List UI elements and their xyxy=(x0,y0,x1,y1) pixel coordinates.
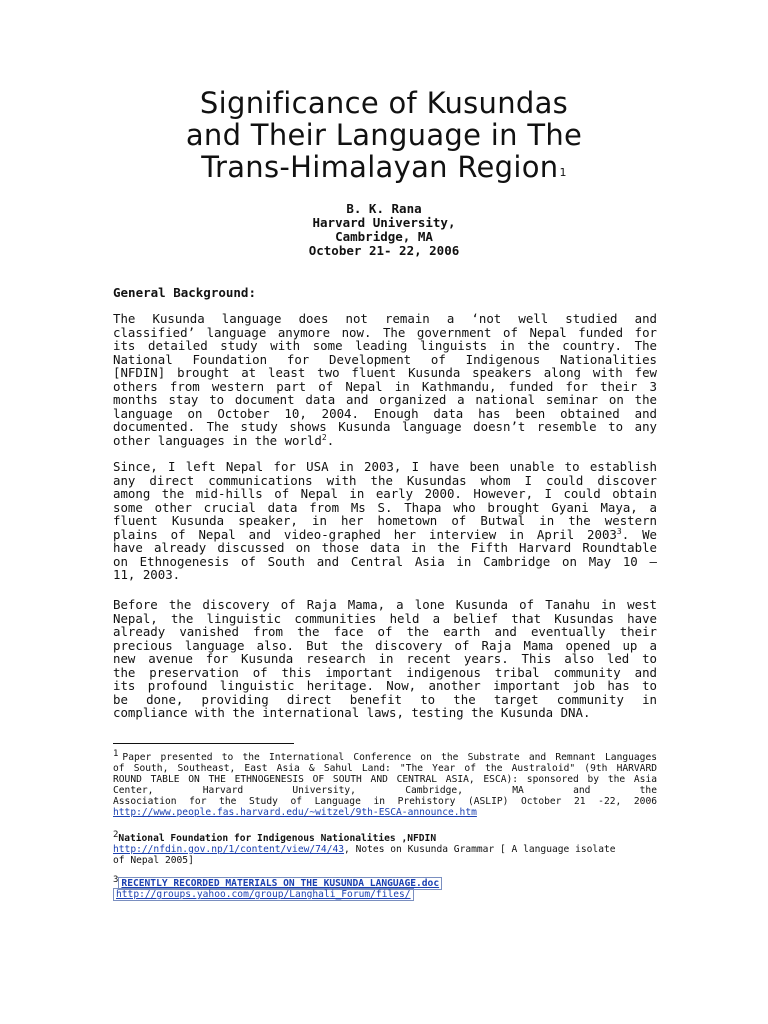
text-line: on Ethnogenesis of South and Central Asia in Cambridge on May 10 – xyxy=(113,553,657,569)
text-line: months stay to document data and organized a national seminar on the xyxy=(113,392,657,407)
section-heading: General Background: xyxy=(113,285,256,300)
footnote-2 xyxy=(113,829,657,866)
footnote-line xyxy=(113,844,657,855)
footnote-line: of South, Southeast, East Asia & Sahul Land: "The Year of the Australoid" (9th HARVARD xyxy=(113,763,657,774)
footnote-link[interactable]: http://groups.yahoo.com/group/Langhali_Forum/files/ xyxy=(113,888,414,901)
author-location: Cambridge, MA xyxy=(335,229,433,244)
footnote-line xyxy=(113,889,657,900)
paragraph-3 xyxy=(113,598,657,720)
footnote-ref[interactable]: 1 xyxy=(559,166,567,179)
text-line: already vanished from the face of the earth and eventually their xyxy=(113,624,657,639)
text-fragment: , Notes on Kusunda Grammar [ A language isolate xyxy=(344,844,616,855)
text-line: its profound linguistic heritage. Now, another important job has to xyxy=(113,678,657,693)
text-line: be done, providing direct benefit to the target community in xyxy=(113,691,657,707)
footnote-line xyxy=(113,829,657,844)
paragraph-2 xyxy=(113,460,657,582)
text-line: others from western part of Nepal in Kathmandu, funded for their 3 xyxy=(113,378,657,394)
title-line: Significance of Kusundas xyxy=(199,86,569,120)
footnote-separator xyxy=(113,743,294,744)
footnote-number: 2 xyxy=(113,829,119,840)
author-affiliation: Harvard University, xyxy=(312,215,456,230)
text-line: documented. The study shows Kusunda language doesn’t resemble to any xyxy=(113,419,657,434)
author-block xyxy=(200,202,568,258)
text-fragment: other languages in the world xyxy=(113,432,322,448)
footnote-1 xyxy=(113,748,657,818)
text-line: precious language also. But the discovery of Raja Mama opened up a xyxy=(113,637,657,653)
text-fragment: plains of Nepal and video-graphed her interview in April 2003 xyxy=(113,526,617,542)
text-line: any direct communications with the Kusundas whom I could discover xyxy=(113,472,657,488)
paragraph-1 xyxy=(113,312,657,447)
footnote-line: of Nepal 2005] xyxy=(113,855,194,866)
footnote-number: 1 xyxy=(113,748,119,759)
footnote-org-name: National Foundation for Indigenous Nationalities ,NFDIN xyxy=(118,833,437,844)
text-line: 11, 2003. xyxy=(113,567,181,582)
text-line: fluent Kusunda speaker, in her hometown of Butwal in the western xyxy=(113,513,657,528)
footnote-line: Association for the Study of Language in Prehistory (ASLIP) October 21 -22, 2006 xyxy=(113,796,657,807)
text-fragment: . xyxy=(326,432,335,448)
text-line: its detailed study with some leading linguists in the country. The xyxy=(113,338,657,353)
text-line: the preservation of this important indigenous tribal community and xyxy=(113,664,657,680)
footnote-link[interactable]: http://nfdin.gov.np/1/content/view/74/43 xyxy=(113,844,345,855)
text-line: Nepal, the linguistic communities held a belief that Kusundas have xyxy=(113,610,657,626)
footnote-line: ROUND TABLE ON THE ETHNOGENESIS OF SOUTH AND CENTRAL ASIA, ESCA): sponsored by the Asia xyxy=(113,774,657,785)
text-line: have already discussed on those data in the Fifth Harvard Roundtable xyxy=(113,540,657,555)
conference-date: October 21- 22, 2006 xyxy=(308,243,460,258)
text-line: Before the discovery of Raja Mama, a lone Kusunda of Tanahu in west xyxy=(113,597,657,612)
footnote-doc-link[interactable]: RECENTLY RECORDED MATERIALS ON THE KUSUNDA LANGUAGE.doc xyxy=(118,877,442,890)
title-line xyxy=(100,151,668,190)
text-line: Since, I left Nepal for USA in 2003, I have been unable to establish xyxy=(113,459,657,474)
text-line: National Foundation for Development of Indigenous Nationalities xyxy=(113,351,657,367)
text-line: [NFDIN] brought at least two fluent Kusunda speakers along with few xyxy=(113,365,657,380)
text-line: classified’ language anymore now. The government of Nepal funded for xyxy=(113,324,657,340)
footnote-line xyxy=(113,748,657,763)
text-line: The Kusunda language does not remain a ‘not well studied and xyxy=(113,311,657,326)
text-fragment: . We xyxy=(621,526,657,542)
text-line: among the mid-hills of Nepal in early 2000. However, I could obtain xyxy=(113,486,657,501)
text-line: new avenue for Kusunda research in recent years. This also led to xyxy=(113,651,657,666)
text-line: compliance with the international laws, testing the Kusunda DNA. xyxy=(113,705,591,720)
footnote-ref[interactable]: 3 xyxy=(616,526,622,536)
footnote-number: 3 xyxy=(113,874,119,885)
text-line: language on October 10, 2004. Enough data has been obtained and xyxy=(113,405,657,421)
title-line-text: Trans-Himalayan Region xyxy=(201,150,559,184)
footnote-3 xyxy=(113,874,657,900)
document-title xyxy=(100,87,668,190)
title-line: and Their Language in The xyxy=(185,118,583,152)
footnote-line: Center, Harvard University, Cambridge, MA and the xyxy=(113,785,657,796)
text-line: some other crucial data from Ms S. Thapa who brought Gyani Maya, a xyxy=(113,499,657,515)
author-name: B. K. Rana xyxy=(346,201,422,216)
footnote-ref[interactable]: 2 xyxy=(321,432,327,442)
footnote-link[interactable]: http://www.people.fas.harvard.edu/~witzel/9th-ESCA-announce.htm xyxy=(113,807,477,818)
footnote-line xyxy=(113,807,657,818)
text-line xyxy=(113,528,657,542)
text-line xyxy=(113,434,657,448)
text-fragment: Paper presented to the International Conference on the Substrate and Remnant Languages xyxy=(122,752,657,763)
